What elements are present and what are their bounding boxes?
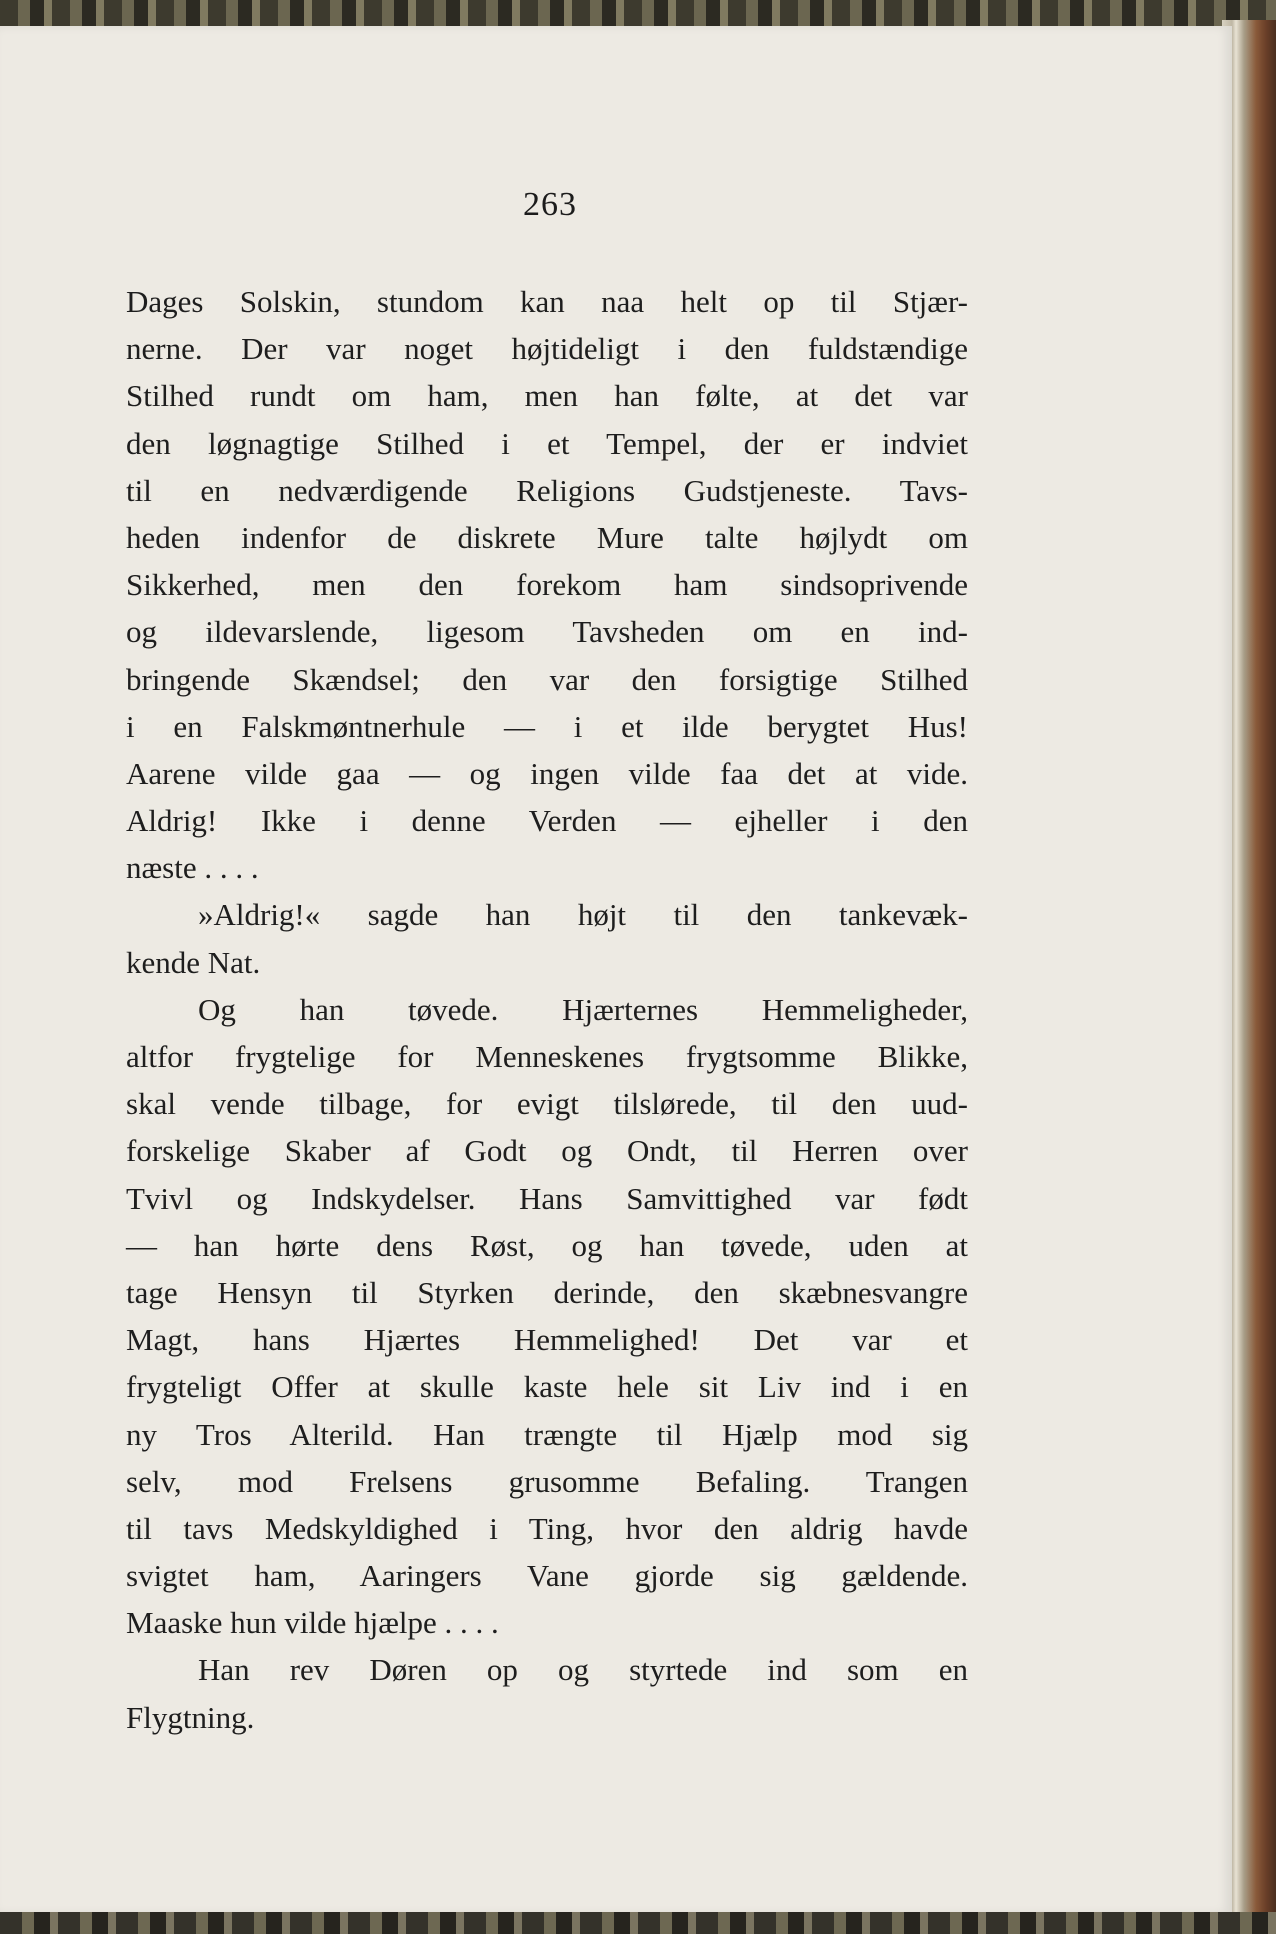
text-line: altfor frygtelige for Menneskenes frygtsomme Blikke, bbox=[126, 1039, 968, 1074]
text-line: ny Tros Alterild. Han trængte til Hjælp mod sig bbox=[126, 1416, 968, 1452]
text-line: til tavs Medskyldighed i Ting, hvor den aldrig havde bbox=[126, 1510, 968, 1546]
text-line: næste . . . . bbox=[126, 850, 259, 886]
text-line: Og han tøvede. Hjærternes Hemmeligheder, bbox=[198, 991, 968, 1027]
text-line: i en Falskmøntnerhule — i et ilde berygtet Hus! bbox=[126, 708, 968, 744]
text-line: Dages Solskin, stundom kan naa helt op til Stjær- bbox=[126, 284, 968, 319]
text-line: Tvivl og Indskydelser. Hans Samvittighed var født bbox=[126, 1180, 968, 1216]
book-page bbox=[0, 26, 1232, 1914]
text-line: Aldrig! Ikke i denne Verden — ejheller i den bbox=[126, 803, 968, 839]
text-line: Stilhed rundt om ham, men han følte, at det var bbox=[126, 378, 968, 414]
text-line: skal vende tilbage, for evigt tilslørede, til den uud- bbox=[126, 1086, 968, 1122]
text-line: Sikkerhed, men den forekom ham sindsoprivende bbox=[126, 567, 968, 603]
text-line: Han rev Døren op og styrtede ind som en bbox=[198, 1652, 968, 1688]
page-number: 263 bbox=[523, 186, 577, 223]
text-line: kende Nat. bbox=[126, 944, 261, 980]
text-line: tage Hensyn til Styrken derinde, den skæbnesvangre bbox=[126, 1274, 968, 1310]
text-line: selv, mod Frelsens grusomme Befaling. Trangen bbox=[126, 1463, 968, 1499]
text-line: Maaske hun vilde hjælpe . . . . bbox=[126, 1605, 499, 1641]
text-line: og ildevarslende, ligesom Tavsheden om en ind- bbox=[126, 614, 968, 650]
text-line: Flygtning. bbox=[126, 1699, 255, 1735]
text-line: bringende Skændsel; den var den forsigtige Stilhed bbox=[126, 661, 968, 697]
text-line: heden indenfor de diskrete Mure talte højlydt om bbox=[126, 519, 968, 555]
marbled-cover-bottom bbox=[0, 1912, 1276, 1934]
text-line: frygteligt Offer at skulle kaste hele sit Liv ind i en bbox=[126, 1369, 968, 1405]
text-line: den løgnagtige Stilhed i et Tempel, der er indviet bbox=[126, 425, 968, 461]
text-line: svigtet ham, Aaringers Vane gjorde sig gældende. bbox=[126, 1558, 968, 1594]
body-text bbox=[126, 278, 968, 1741]
text-line: Aarene vilde gaa — og ingen vilde faa det at vide. bbox=[126, 755, 968, 791]
text-line: Magt, hans Hjærtes Hemmelighed! Det var et bbox=[126, 1322, 968, 1358]
text-line: til en nedværdigende Religions Gudstjeneste. Tavs- bbox=[126, 472, 968, 508]
text-line: nerne. Der var noget højtideligt i den fuldstændige bbox=[126, 331, 968, 367]
text-line: »Aldrig!« sagde han højt til den tankevæk- bbox=[198, 897, 968, 933]
text-line: — han hørte dens Røst, og han tøvede, uden at bbox=[126, 1227, 968, 1263]
text-line: forskelige Skaber af Godt og Ondt, til Herren over bbox=[126, 1133, 968, 1169]
